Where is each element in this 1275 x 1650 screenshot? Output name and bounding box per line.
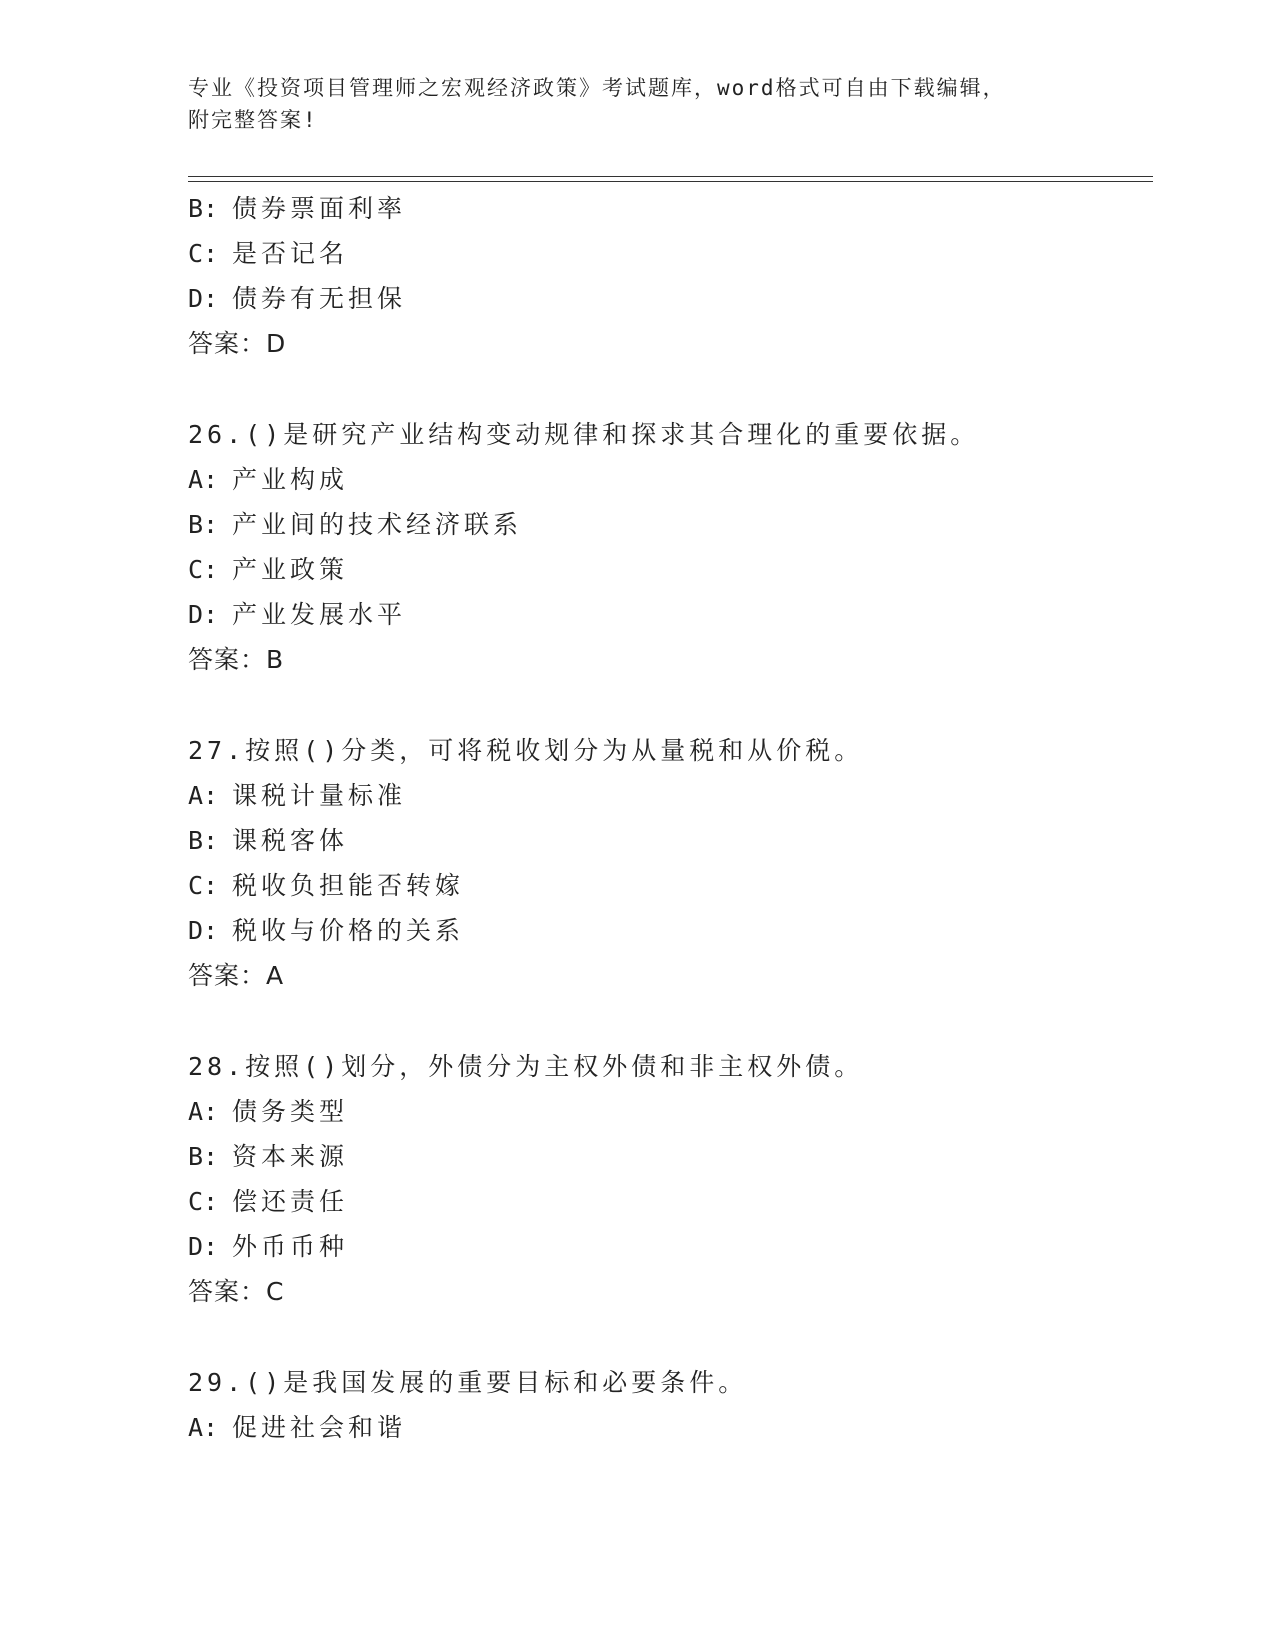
header-divider-bottom	[188, 181, 1153, 182]
option-28-b	[188, 1140, 348, 1174]
header-divider-top	[188, 176, 1153, 177]
option-28-a	[188, 1095, 348, 1129]
option-text: 资本来源	[232, 1142, 349, 1171]
option-letter: D:	[188, 284, 219, 313]
answer-25: 答案：D	[188, 329, 287, 358]
option-letter: C:	[188, 555, 219, 584]
option-27-d	[188, 914, 464, 948]
option-29-a	[188, 1411, 406, 1445]
header-line-1: 专业《投资项目管理师之宏观经济政策》考试题库，word格式可自由下载编辑，	[188, 76, 1006, 100]
option-letter: C:	[188, 239, 219, 268]
option-letter: B:	[188, 510, 219, 539]
option-letter: C:	[188, 871, 219, 900]
option-27-b	[188, 824, 348, 858]
option-text: 产业构成	[232, 465, 349, 494]
option-text: 债券票面利率	[232, 194, 407, 223]
document-header	[188, 72, 1088, 136]
option-text: 债券有无担保	[232, 284, 407, 313]
answer-26: 答案：B	[188, 645, 285, 674]
option-text: 偿还责任	[232, 1187, 349, 1216]
option-28-c	[188, 1185, 348, 1219]
option-text: 债务类型	[232, 1097, 349, 1126]
option-text: 促进社会和谐	[232, 1413, 407, 1442]
question-29-stem: 29.()是我国发展的重要目标和必要条件。	[188, 1368, 748, 1397]
answer-27: 答案：A	[188, 961, 285, 990]
option-26-d	[188, 598, 406, 632]
option-text: 产业政策	[232, 555, 349, 584]
option-letter: B:	[188, 194, 219, 223]
option-letter: D:	[188, 916, 219, 945]
option-26-a	[188, 463, 348, 497]
answer-28: 答案：C	[188, 1277, 285, 1306]
option-26-b	[188, 508, 522, 542]
option-text: 外币币种	[232, 1232, 349, 1261]
option-25-d	[188, 282, 406, 316]
option-letter: D:	[188, 600, 219, 629]
option-26-c	[188, 553, 348, 587]
option-text: 产业间的技术经济联系	[232, 510, 523, 539]
header-line-2: 附完整答案!	[188, 108, 318, 132]
option-text: 税收与价格的关系	[232, 916, 465, 945]
option-25-c	[188, 237, 348, 271]
option-text: 是否记名	[232, 239, 349, 268]
option-text: 课税计量标准	[232, 781, 407, 810]
option-27-a	[188, 779, 406, 813]
option-text: 产业发展水平	[232, 600, 407, 629]
option-letter: C:	[188, 1187, 219, 1216]
question-26-stem: 26.()是研究产业结构变动规律和探求其合理化的重要依据。	[188, 420, 980, 449]
question-27-stem: 27.按照()分类，可将税收划分为从量税和从价税。	[188, 736, 864, 765]
option-letter: D:	[188, 1232, 219, 1261]
option-27-c	[188, 869, 464, 903]
option-letter: B:	[188, 1142, 219, 1171]
option-28-d	[188, 1230, 348, 1264]
option-letter: B:	[188, 826, 219, 855]
question-28-stem: 28.按照()划分，外债分为主权外债和非主权外债。	[188, 1052, 864, 1081]
option-text: 课税客体	[232, 826, 349, 855]
option-25-b	[188, 192, 406, 226]
option-letter: A:	[188, 1413, 219, 1442]
option-letter: A:	[188, 465, 219, 494]
option-letter: A:	[188, 1097, 219, 1126]
option-letter: A:	[188, 781, 219, 810]
option-text: 税收负担能否转嫁	[232, 871, 465, 900]
